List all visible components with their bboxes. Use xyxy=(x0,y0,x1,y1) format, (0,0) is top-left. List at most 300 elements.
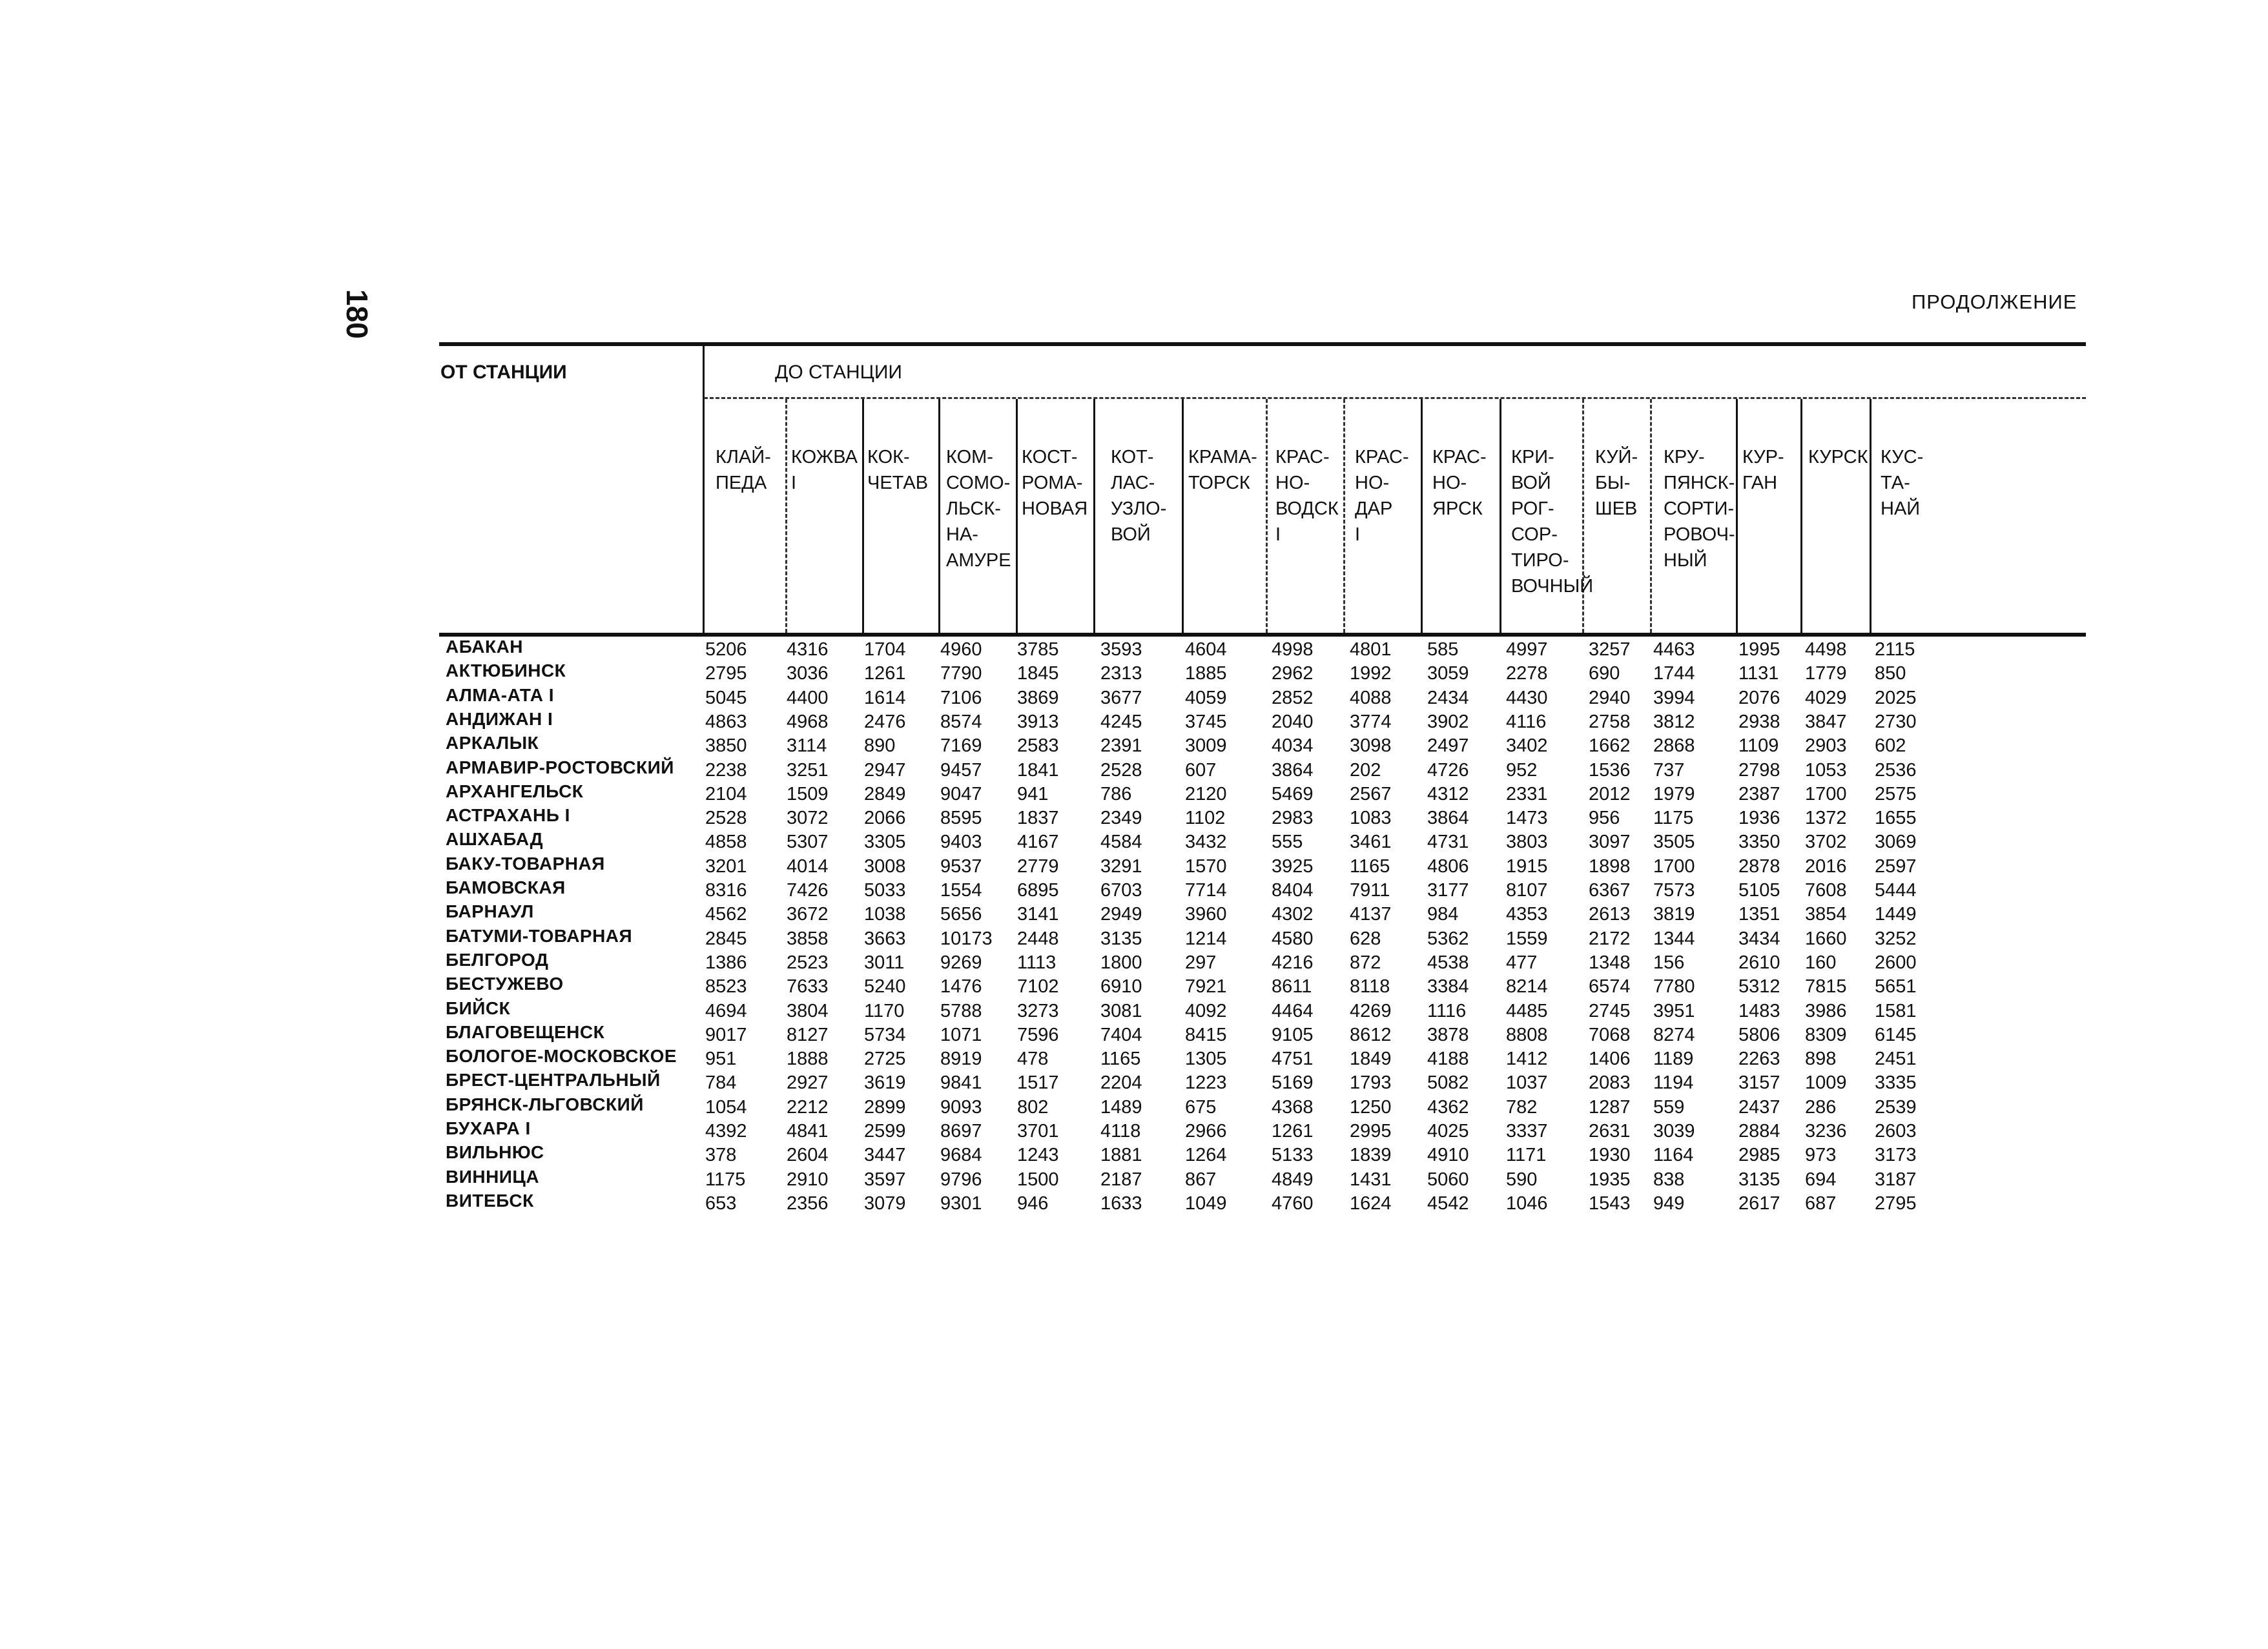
distance-cell: 2903 xyxy=(1805,735,1847,757)
distance-cell: 5307 xyxy=(787,832,829,853)
distance-cell: 3434 xyxy=(1738,928,1780,949)
distance-cell: 5806 xyxy=(1738,1024,1780,1045)
distance-cell: 1412 xyxy=(1506,1049,1548,1070)
distance-cell: 3858 xyxy=(787,928,829,949)
distance-cell: 2852 xyxy=(1272,687,1314,708)
distance-cell: 1243 xyxy=(1017,1145,1059,1166)
distance-cell: 675 xyxy=(1185,1096,1217,1118)
distance-cell: 2523 xyxy=(787,952,829,973)
distance-cell: 2016 xyxy=(1805,855,1847,877)
distance-cell: 5033 xyxy=(864,880,906,901)
distance-cell: 4137 xyxy=(1350,904,1392,925)
distance-cell: 286 xyxy=(1805,1096,1837,1118)
distance-cell: 7608 xyxy=(1805,880,1847,901)
distance-cell: 1930 xyxy=(1589,1145,1631,1166)
distance-cell: 1223 xyxy=(1185,1072,1227,1094)
distance-cell: 2066 xyxy=(864,808,906,829)
distance-cell: 2391 xyxy=(1100,735,1142,757)
distance-cell: 1165 xyxy=(1350,855,1390,877)
distance-cell: 559 xyxy=(1653,1096,1685,1118)
distance-cell: 1009 xyxy=(1805,1072,1847,1094)
station-name: АРКАЛЫК xyxy=(446,733,539,753)
distance-cell: 3097 xyxy=(1589,832,1631,853)
distance-cell: 3135 xyxy=(1738,1169,1780,1190)
distance-cell: 2083 xyxy=(1589,1072,1631,1094)
distance-cell: 2263 xyxy=(1738,1049,1780,1070)
station-name: АРХАНГЕЛЬСК xyxy=(446,781,584,801)
distance-cell: 9269 xyxy=(940,952,982,973)
distance-cell: 984 xyxy=(1427,904,1459,925)
distance-cell: 1509 xyxy=(787,783,829,804)
distance-cell: 7169 xyxy=(940,735,982,757)
column-header: КРИ- ВОЙ РОГ- СОР- ТИРО- ВОЧНЫЙ xyxy=(1511,447,1594,597)
distance-cell: 9047 xyxy=(940,783,982,804)
distance-cell: 4025 xyxy=(1427,1121,1469,1142)
distance-cell: 378 xyxy=(705,1145,737,1166)
distance-cell: 478 xyxy=(1017,1049,1049,1070)
distance-cell: 8404 xyxy=(1272,880,1314,901)
distance-cell: 7780 xyxy=(1653,976,1695,998)
distance-cell: 1473 xyxy=(1506,808,1548,829)
distance-cell: 1165 xyxy=(1100,1049,1141,1070)
distance-cell: 6367 xyxy=(1589,880,1631,901)
distance-cell: 8612 xyxy=(1350,1024,1392,1045)
distance-cell: 1189 xyxy=(1653,1049,1694,1070)
distance-cell: 3461 xyxy=(1350,832,1392,853)
distance-cell: 1348 xyxy=(1589,952,1631,973)
column-separator xyxy=(862,399,864,633)
distance-cell: 1351 xyxy=(1738,904,1780,925)
distance-cell: 3902 xyxy=(1427,711,1469,732)
distance-cell: 4542 xyxy=(1427,1193,1469,1214)
distance-cell: 4316 xyxy=(787,639,829,660)
distance-cell: 1489 xyxy=(1100,1096,1142,1118)
distance-cell: 3384 xyxy=(1427,976,1469,998)
distance-cell: 8127 xyxy=(787,1024,829,1045)
distance-cell: 9457 xyxy=(940,759,982,781)
station-name: АНДИЖАН I xyxy=(446,708,553,729)
distance-cell: 2995 xyxy=(1350,1121,1392,1142)
distance-cell: 7404 xyxy=(1100,1024,1142,1045)
station-name: БАТУМИ-ТОВАРНАЯ xyxy=(446,925,633,946)
distance-cell: 2725 xyxy=(864,1049,906,1070)
distance-cell: 2539 xyxy=(1875,1096,1917,1118)
distance-cell: 1936 xyxy=(1738,808,1780,829)
station-name: БИЙСК xyxy=(446,998,511,1018)
distance-cell: 2567 xyxy=(1350,783,1392,804)
continuation-label: ПРОДОЛЖЕНИЕ xyxy=(1912,291,2077,313)
distance-cell: 4014 xyxy=(787,855,829,877)
distance-cell: 4029 xyxy=(1805,687,1847,708)
distance-cell: 3177 xyxy=(1427,880,1469,901)
distance-cell: 3847 xyxy=(1805,711,1847,732)
distance-cell: 850 xyxy=(1875,663,1906,684)
distance-cell: 1536 xyxy=(1589,759,1631,781)
column-header: КРУ- ПЯНСК- СОРТИ- РОВОЧ- НЫЙ xyxy=(1664,447,1735,571)
distance-cell: 2115 xyxy=(1875,639,1915,660)
distance-cell: 3081 xyxy=(1100,1000,1142,1021)
distance-cell: 782 xyxy=(1506,1096,1538,1118)
distance-cell: 2949 xyxy=(1100,904,1142,925)
column-header: КРАС- НО- ЯРСК xyxy=(1432,447,1487,519)
distance-cell: 4430 xyxy=(1506,687,1548,708)
distance-cell: 1779 xyxy=(1805,663,1847,684)
distance-cell: 2212 xyxy=(787,1096,829,1118)
distance-cell: 10173 xyxy=(940,928,993,949)
distance-cell: 2985 xyxy=(1738,1145,1780,1166)
distance-cell: 1344 xyxy=(1653,928,1695,949)
distance-cell: 2528 xyxy=(1100,759,1142,781)
distance-cell: 2434 xyxy=(1427,687,1469,708)
distance-cell: 1543 xyxy=(1589,1193,1631,1214)
distance-cell: 3039 xyxy=(1653,1121,1695,1142)
distance-cell: 1250 xyxy=(1350,1096,1392,1118)
distance-cell: 2730 xyxy=(1875,711,1917,732)
distance-cell: 4400 xyxy=(787,687,829,708)
distance-cell: 4485 xyxy=(1506,1000,1548,1021)
distance-cell: 3291 xyxy=(1100,855,1142,877)
distance-cell: 8574 xyxy=(940,711,982,732)
distance-cell: 8523 xyxy=(705,976,747,998)
distance-cell: 1049 xyxy=(1185,1193,1227,1214)
distance-cell: 949 xyxy=(1653,1193,1685,1214)
distance-cell: 2387 xyxy=(1738,783,1780,804)
distance-cell: 1116 xyxy=(1427,1000,1467,1021)
distance-cell: 3819 xyxy=(1653,904,1695,925)
distance-cell: 4841 xyxy=(787,1121,829,1142)
distance-cell: 4801 xyxy=(1350,639,1392,660)
distance-cell: 1700 xyxy=(1805,783,1847,804)
distance-cell: 946 xyxy=(1017,1193,1049,1214)
distance-cell: 1054 xyxy=(705,1096,747,1118)
distance-cell: 687 xyxy=(1805,1193,1837,1214)
distance-cell: 2631 xyxy=(1589,1121,1631,1142)
distance-cell: 1175 xyxy=(705,1169,746,1190)
distance-cell: 1554 xyxy=(940,880,982,901)
distance-cell: 2910 xyxy=(787,1169,829,1190)
station-name: БЕЛГОРОД xyxy=(446,949,549,970)
distance-cell: 3850 xyxy=(705,735,747,757)
column-separator xyxy=(1800,399,1802,633)
distance-cell: 1845 xyxy=(1017,663,1059,684)
distance-cell: 1800 xyxy=(1100,952,1142,973)
distance-cell: 6574 xyxy=(1589,976,1631,998)
distance-cell: 590 xyxy=(1506,1169,1538,1190)
distance-cell: 2849 xyxy=(864,783,906,804)
station-name: АКТЮБИНСК xyxy=(446,661,566,681)
distance-cell: 2356 xyxy=(787,1193,829,1214)
distance-cell: 2962 xyxy=(1272,663,1314,684)
distance-cell: 8214 xyxy=(1506,976,1548,998)
distance-cell: 7102 xyxy=(1017,976,1059,998)
distance-cell: 3008 xyxy=(864,855,906,877)
header-dashed-rule xyxy=(704,397,2086,399)
column-separator xyxy=(1343,399,1345,633)
distance-cell: 4116 xyxy=(1506,711,1547,732)
column-separator xyxy=(1736,399,1738,633)
distance-cell: 8415 xyxy=(1185,1024,1227,1045)
distance-cell: 2927 xyxy=(787,1072,829,1094)
distance-cell: 1037 xyxy=(1506,1072,1548,1094)
distance-cell: 5206 xyxy=(705,639,747,660)
distance-cell: 4858 xyxy=(705,832,747,853)
distance-cell: 9017 xyxy=(705,1024,747,1045)
distance-cell: 4216 xyxy=(1272,952,1314,973)
distance-cell: 2025 xyxy=(1875,687,1917,708)
distance-cell: 2610 xyxy=(1738,952,1780,973)
distance-cell: 3236 xyxy=(1805,1121,1847,1142)
distance-cell: 2437 xyxy=(1738,1096,1780,1118)
distance-cell: 4464 xyxy=(1272,1000,1314,1021)
distance-cell: 5362 xyxy=(1427,928,1469,949)
distance-cell: 3745 xyxy=(1185,711,1227,732)
distance-cell: 1483 xyxy=(1738,1000,1780,1021)
distance-cell: 4188 xyxy=(1427,1049,1469,1070)
distance-cell: 7106 xyxy=(940,687,982,708)
distance-cell: 3009 xyxy=(1185,735,1227,757)
distance-cell: 7714 xyxy=(1185,880,1227,901)
distance-cell: 2604 xyxy=(787,1145,829,1166)
distance-cell: 1559 xyxy=(1506,928,1548,949)
column-separator xyxy=(1870,399,1871,633)
distance-cell: 3201 xyxy=(705,855,747,877)
column-header: КУЙ- БЫ- ШЕВ xyxy=(1595,447,1638,519)
distance-cell: 4392 xyxy=(705,1121,747,1142)
distance-cell: 3305 xyxy=(864,832,906,853)
column-separator xyxy=(785,399,787,633)
distance-cell: 9684 xyxy=(940,1145,982,1166)
distance-cell: 2884 xyxy=(1738,1121,1780,1142)
distance-cell: 7815 xyxy=(1805,976,1847,998)
station-name: БОЛОГОЕ-МОСКОВСКОЕ xyxy=(446,1046,677,1067)
station-name: БЕСТУЖЕВО xyxy=(446,974,564,994)
distance-cell: 3114 xyxy=(787,735,827,757)
distance-cell: 4604 xyxy=(1185,639,1227,660)
distance-cell: 1305 xyxy=(1185,1049,1227,1070)
distance-cell: 6703 xyxy=(1100,880,1142,901)
distance-cell: 3173 xyxy=(1875,1145,1917,1166)
distance-cell: 2536 xyxy=(1875,759,1917,781)
distance-cell: 2779 xyxy=(1017,855,1059,877)
distance-cell: 3812 xyxy=(1653,711,1695,732)
distance-cell: 1372 xyxy=(1805,808,1847,829)
distance-cell: 4998 xyxy=(1272,639,1314,660)
distance-cell: 9796 xyxy=(940,1169,982,1190)
distance-cell: 2476 xyxy=(864,711,906,732)
header-divider xyxy=(703,346,705,633)
distance-cell: 2451 xyxy=(1875,1049,1917,1070)
station-name: ВИЛЬНЮС xyxy=(446,1142,544,1163)
column-separator xyxy=(1650,399,1652,633)
distance-cell: 7921 xyxy=(1185,976,1227,998)
distance-cell: 4059 xyxy=(1185,687,1227,708)
column-header: КЛАЙ- ПЕДА xyxy=(716,447,771,493)
distance-cell: 3774 xyxy=(1350,711,1392,732)
distance-cell: 1744 xyxy=(1653,663,1695,684)
distance-cell: 9105 xyxy=(1272,1024,1314,1045)
distance-cell: 4910 xyxy=(1427,1145,1469,1166)
distance-cell: 5045 xyxy=(705,687,747,708)
distance-cell: 4849 xyxy=(1272,1169,1314,1190)
column-header: КОТ- ЛАС- УЗЛО- ВОЙ xyxy=(1111,447,1167,545)
distance-cell: 952 xyxy=(1506,759,1538,781)
distance-cell: 9301 xyxy=(940,1193,982,1214)
table-header-rule xyxy=(439,633,2086,637)
distance-cell: 3141 xyxy=(1017,904,1059,925)
column-separator xyxy=(1016,399,1018,633)
distance-cell: 3878 xyxy=(1427,1024,1469,1045)
distance-cell: 1102 xyxy=(1185,808,1226,829)
distance-cell: 1581 xyxy=(1875,1000,1917,1021)
distance-cell: 8107 xyxy=(1506,880,1548,901)
distance-cell: 2204 xyxy=(1100,1072,1142,1094)
distance-cell: 4312 xyxy=(1427,783,1469,804)
distance-cell: 1837 xyxy=(1017,808,1059,829)
distance-cell: 1839 xyxy=(1350,1145,1392,1166)
distance-cell: 4034 xyxy=(1272,735,1314,757)
distance-cell: 1898 xyxy=(1589,855,1631,877)
distance-cell: 973 xyxy=(1805,1145,1837,1166)
distance-cell: 1614 xyxy=(864,687,906,708)
distance-cell: 3337 xyxy=(1506,1121,1548,1142)
distance-cell: 1704 xyxy=(864,639,906,660)
station-name: АЛМА-АТА I xyxy=(446,684,555,705)
distance-cell: 2983 xyxy=(1272,808,1314,829)
distance-cell: 3252 xyxy=(1875,928,1917,949)
distance-cell: 5469 xyxy=(1272,783,1314,804)
column-header: КОМ- СОМО- ЛЬСК- НА- АМУРЕ xyxy=(946,447,1011,571)
distance-cell: 1979 xyxy=(1653,783,1695,804)
distance-cell: 3350 xyxy=(1738,832,1780,853)
distance-cell: 1170 xyxy=(864,1000,905,1021)
station-name: БУХАРА I xyxy=(446,1118,531,1138)
distance-cell: 3951 xyxy=(1653,1000,1695,1021)
distance-cell: 2313 xyxy=(1100,663,1142,684)
distance-cell: 1164 xyxy=(1653,1145,1694,1166)
distance-cell: 3505 xyxy=(1653,832,1695,853)
distance-cell: 1261 xyxy=(864,663,906,684)
distance-cell: 1109 xyxy=(1738,735,1779,757)
distance-cell: 1071 xyxy=(940,1024,982,1045)
distance-cell: 1995 xyxy=(1738,639,1780,660)
distance-cell: 1888 xyxy=(787,1049,829,1070)
distance-cell: 3069 xyxy=(1875,832,1917,853)
station-name: БЛАГОВЕЩЕНСК xyxy=(446,1021,605,1042)
distance-cell: 2795 xyxy=(1875,1193,1917,1214)
distance-cell: 1700 xyxy=(1653,855,1695,877)
distance-cell: 4368 xyxy=(1272,1096,1314,1118)
distance-cell: 3157 xyxy=(1738,1072,1780,1094)
distance-cell: 2104 xyxy=(705,783,747,804)
distance-cell: 1287 xyxy=(1589,1096,1631,1118)
station-name: АСТРАХАНЬ I xyxy=(446,805,570,826)
distance-cell: 4092 xyxy=(1185,1000,1227,1021)
distance-cell: 786 xyxy=(1100,783,1132,804)
distance-cell: 4088 xyxy=(1350,687,1392,708)
column-separator xyxy=(1093,399,1095,633)
distance-cell: 2040 xyxy=(1272,711,1314,732)
distance-cell: 5312 xyxy=(1738,976,1780,998)
distance-cell: 9841 xyxy=(940,1072,982,1094)
distance-cell: 5082 xyxy=(1427,1072,1469,1094)
distance-cell: 5105 xyxy=(1738,880,1780,901)
distance-cell: 3257 xyxy=(1589,639,1631,660)
distance-cell: 3804 xyxy=(787,1000,829,1021)
column-separator xyxy=(1182,399,1184,633)
distance-table xyxy=(439,342,2086,1227)
distance-cell: 694 xyxy=(1805,1169,1837,1190)
distance-cell: 3593 xyxy=(1100,639,1142,660)
distance-cell: 1038 xyxy=(864,904,906,925)
distance-cell: 2349 xyxy=(1100,808,1142,829)
distance-cell: 607 xyxy=(1185,759,1217,781)
distance-cell: 6145 xyxy=(1875,1024,1917,1045)
distance-cell: 1992 xyxy=(1350,663,1392,684)
distance-cell: 2938 xyxy=(1738,711,1780,732)
distance-cell: 5788 xyxy=(940,1000,982,1021)
distance-cell: 1175 xyxy=(1653,808,1694,829)
column-separator xyxy=(938,399,940,633)
distance-cell: 3854 xyxy=(1805,904,1847,925)
distance-cell: 1570 xyxy=(1185,855,1227,877)
distance-cell: 6910 xyxy=(1100,976,1142,998)
distance-cell: 7573 xyxy=(1653,880,1695,901)
distance-cell: 3072 xyxy=(787,808,829,829)
distance-cell: 8919 xyxy=(940,1049,982,1070)
distance-cell: 7068 xyxy=(1589,1024,1631,1045)
distance-cell: 4731 xyxy=(1427,832,1469,853)
distance-cell: 3672 xyxy=(787,904,829,925)
distance-cell: 956 xyxy=(1589,808,1620,829)
distance-cell: 7596 xyxy=(1017,1024,1059,1045)
station-name: АШХАБАД xyxy=(446,829,544,850)
distance-cell: 1449 xyxy=(1875,904,1917,925)
distance-cell: 3098 xyxy=(1350,735,1392,757)
distance-cell: 690 xyxy=(1589,663,1620,684)
column-header: КОСТ- РОМА- НОВАЯ xyxy=(1022,447,1088,519)
station-name: БАРНАУЛ xyxy=(446,901,534,922)
distance-cell: 4362 xyxy=(1427,1096,1469,1118)
distance-cell: 4760 xyxy=(1272,1193,1314,1214)
distance-cell: 3701 xyxy=(1017,1121,1059,1142)
distance-cell: 2575 xyxy=(1875,783,1917,804)
distance-cell: 3677 xyxy=(1100,687,1142,708)
distance-cell: 898 xyxy=(1805,1049,1837,1070)
distance-cell: 1935 xyxy=(1589,1169,1631,1190)
distance-cell: 951 xyxy=(705,1049,737,1070)
distance-cell: 3059 xyxy=(1427,663,1469,684)
distance-cell: 890 xyxy=(864,735,896,757)
distance-cell: 4562 xyxy=(705,904,747,925)
distance-cell: 1264 xyxy=(1185,1145,1227,1166)
distance-cell: 3702 xyxy=(1805,832,1847,853)
distance-cell: 2120 xyxy=(1185,783,1227,804)
distance-cell: 2795 xyxy=(705,663,747,684)
distance-cell: 585 xyxy=(1427,639,1459,660)
column-separator xyxy=(1266,399,1268,633)
column-separator xyxy=(1421,399,1423,633)
from-station-header: ОТ СТАНЦИИ xyxy=(440,362,567,383)
distance-cell: 737 xyxy=(1653,759,1685,781)
column-header: КУС- ТА- НАЙ xyxy=(1881,447,1924,519)
distance-cell: 3994 xyxy=(1653,687,1695,708)
column-header: КОК- ЧЕТАВ xyxy=(867,447,929,493)
distance-cell: 8808 xyxy=(1506,1024,1548,1045)
distance-cell: 3273 xyxy=(1017,1000,1059,1021)
to-station-header: ДО СТАНЦИИ xyxy=(775,362,902,383)
distance-cell: 2497 xyxy=(1427,735,1469,757)
distance-cell: 4498 xyxy=(1805,639,1847,660)
